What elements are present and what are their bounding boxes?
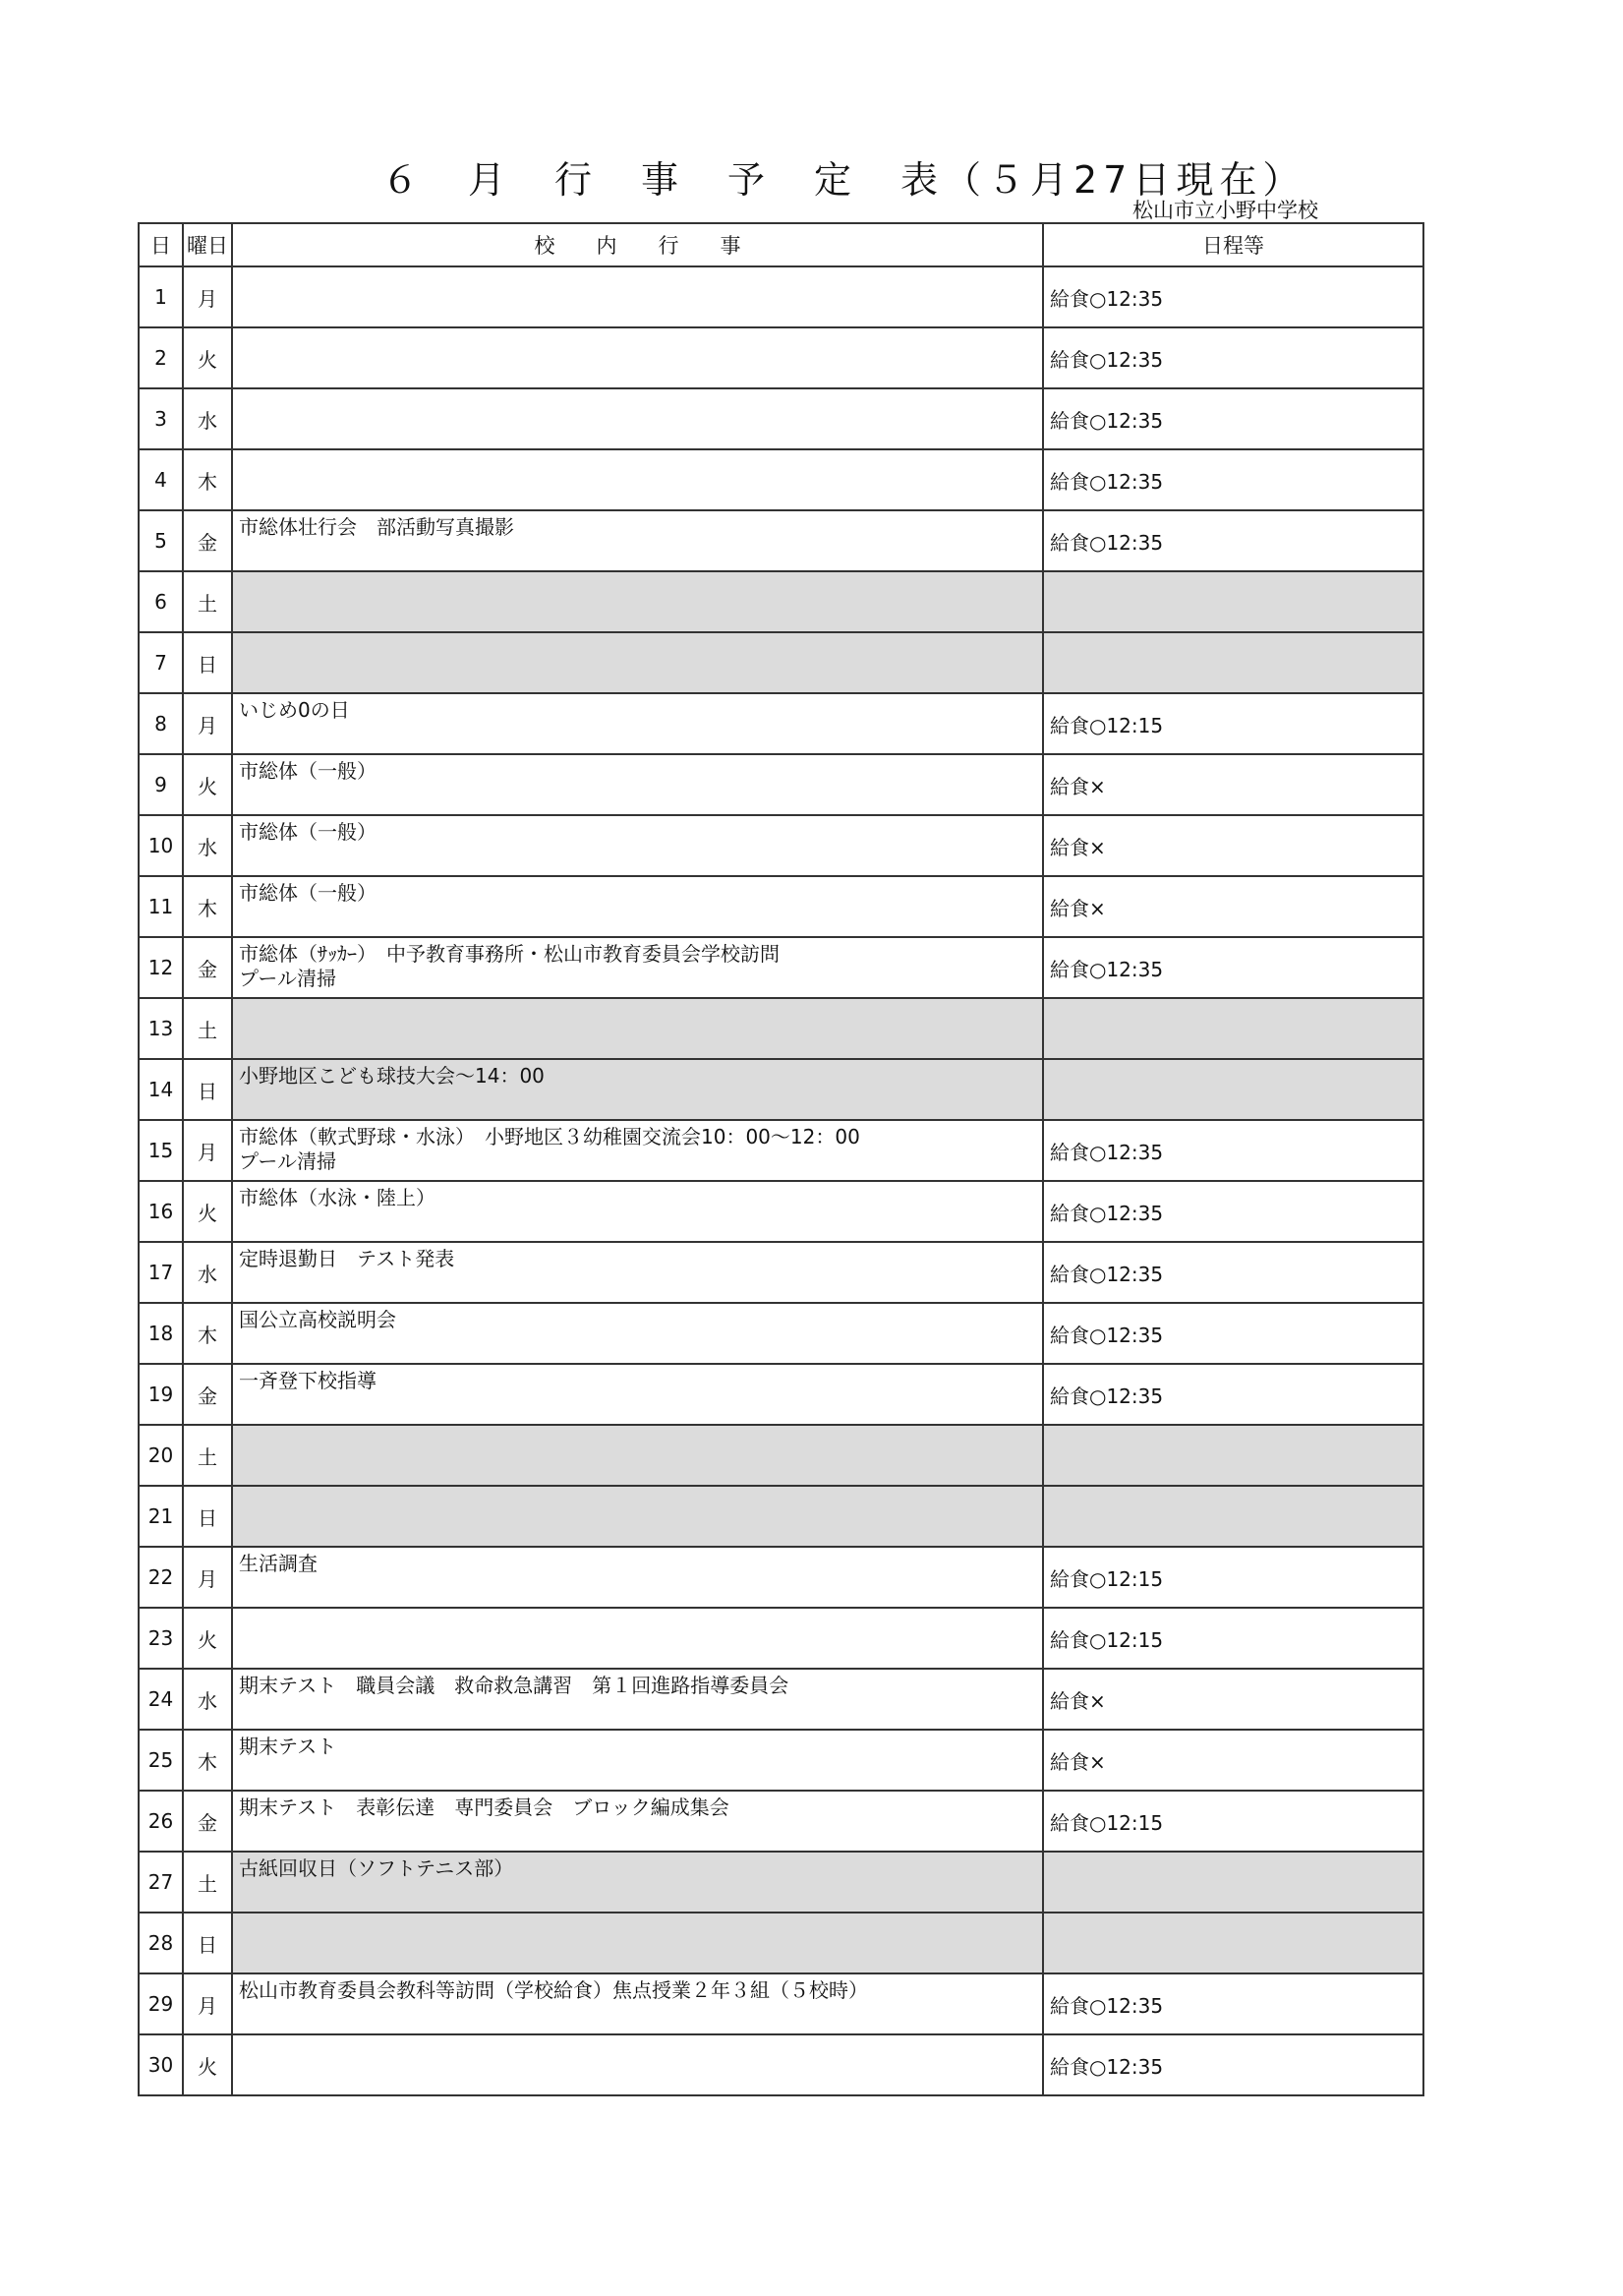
day-cell: 16 — [139, 1181, 183, 1242]
weekday-cell: 水 — [183, 388, 232, 449]
schedule-cell: 給食○12:35 — [1043, 266, 1423, 327]
schedule-cell: 給食○12:15 — [1043, 1547, 1423, 1608]
day-cell: 26 — [139, 1791, 183, 1852]
events-cell — [232, 327, 1043, 388]
schedule-cell: 給食○12:35 — [1043, 937, 1423, 998]
day-cell: 14 — [139, 1059, 183, 1120]
school-name: 松山市立小野中学校 — [1132, 199, 1318, 222]
table-row — [139, 1364, 1423, 1425]
day-cell: 3 — [139, 388, 183, 449]
weekday-cell: 水 — [183, 1669, 232, 1730]
day-cell: 8 — [139, 693, 183, 754]
day-cell: 15 — [139, 1120, 183, 1181]
day-cell: 7 — [139, 632, 183, 693]
table-row — [139, 876, 1423, 937]
table-row — [139, 1486, 1423, 1547]
events-cell — [232, 1364, 1043, 1425]
events-cell — [232, 1059, 1043, 1120]
table-row — [139, 1730, 1423, 1791]
schedule-cell: 給食× — [1043, 876, 1423, 937]
day-cell: 24 — [139, 1669, 183, 1730]
events-cell — [232, 1303, 1043, 1364]
day-cell: 11 — [139, 876, 183, 937]
table-row — [139, 449, 1423, 510]
schedule-cell: 給食○12:35 — [1043, 1973, 1423, 2034]
table-row — [139, 266, 1423, 327]
weekday-cell: 木 — [183, 449, 232, 510]
event-line: 市総体（一般） — [239, 759, 377, 783]
day-cell: 29 — [139, 1973, 183, 2034]
table-row — [139, 2034, 1423, 2095]
schedule-cell: 給食○12:35 — [1043, 1181, 1423, 1242]
table-row — [139, 1303, 1423, 1364]
event-line: 市総体（軟式野球・水泳） 小野地区３幼稚園交流会10：00～12：00 — [239, 1125, 860, 1148]
table-row — [139, 754, 1423, 815]
event-line: いじめ0の日 — [239, 698, 350, 722]
events-cell — [232, 1608, 1043, 1669]
weekday-cell: 金 — [183, 937, 232, 998]
events-cell — [232, 693, 1043, 754]
events-cell — [232, 1852, 1043, 1913]
table-row — [139, 510, 1423, 571]
table-row — [139, 1242, 1423, 1303]
day-cell: 20 — [139, 1425, 183, 1486]
events-cell — [232, 937, 1043, 998]
day-cell: 2 — [139, 327, 183, 388]
weekday-cell: 木 — [183, 876, 232, 937]
day-cell: 23 — [139, 1608, 183, 1669]
table-row — [139, 937, 1423, 998]
schedule-cell: 給食× — [1043, 1730, 1423, 1791]
day-cell: 10 — [139, 815, 183, 876]
day-cell: 9 — [139, 754, 183, 815]
schedule-cell — [1043, 1059, 1423, 1120]
schedule-cell: 給食○12:35 — [1043, 388, 1423, 449]
events-cell — [232, 1730, 1043, 1791]
schedule-cell: 給食× — [1043, 1669, 1423, 1730]
events-cell — [232, 998, 1043, 1059]
events-cell — [232, 510, 1043, 571]
weekday-cell: 土 — [183, 1425, 232, 1486]
weekday-cell: 火 — [183, 2034, 232, 2095]
events-cell — [232, 1791, 1043, 1852]
weekday-cell: 水 — [183, 815, 232, 876]
table-row — [139, 1913, 1423, 1973]
day-cell: 6 — [139, 571, 183, 632]
event-line: 一斉登下校指導 — [239, 1369, 377, 1392]
header-day: 日 — [139, 223, 183, 266]
table-row — [139, 632, 1423, 693]
table-row — [139, 1608, 1423, 1669]
schedule-cell: 給食○12:35 — [1043, 510, 1423, 571]
weekday-cell: 金 — [183, 1791, 232, 1852]
table-row — [139, 1547, 1423, 1608]
weekday-cell: 日 — [183, 1913, 232, 1973]
event-schedule-table — [138, 222, 1424, 2096]
events-cell — [232, 1181, 1043, 1242]
events-cell — [232, 754, 1043, 815]
day-cell: 22 — [139, 1547, 183, 1608]
table-row — [139, 693, 1423, 754]
schedule-cell: 給食× — [1043, 815, 1423, 876]
schedule-cell: 給食○12:35 — [1043, 2034, 1423, 2095]
schedule-cell: 給食○12:15 — [1043, 1608, 1423, 1669]
events-cell — [232, 1486, 1043, 1547]
day-cell: 25 — [139, 1730, 183, 1791]
events-cell — [232, 388, 1043, 449]
schedule-cell — [1043, 1486, 1423, 1547]
weekday-cell: 木 — [183, 1303, 232, 1364]
schedule-cell: 給食○12:15 — [1043, 1791, 1423, 1852]
schedule-cell — [1043, 632, 1423, 693]
schedule-cell: 給食○12:35 — [1043, 1303, 1423, 1364]
day-cell: 21 — [139, 1486, 183, 1547]
weekday-cell: 日 — [183, 1059, 232, 1120]
events-cell — [232, 2034, 1043, 2095]
day-cell: 13 — [139, 998, 183, 1059]
weekday-cell: 月 — [183, 1973, 232, 2034]
table-row — [139, 1059, 1423, 1120]
header-schedule: 日程等 — [1043, 223, 1423, 266]
weekday-cell: 水 — [183, 1242, 232, 1303]
day-cell: 19 — [139, 1364, 183, 1425]
table-row — [139, 1791, 1423, 1852]
events-cell — [232, 876, 1043, 937]
weekday-cell: 金 — [183, 510, 232, 571]
table-row — [139, 1852, 1423, 1913]
schedule-cell — [1043, 1425, 1423, 1486]
table-row — [139, 388, 1423, 449]
events-cell — [232, 571, 1043, 632]
table-row — [139, 998, 1423, 1059]
event-line: 市総体（水泳・陸上） — [239, 1186, 435, 1209]
table-row — [139, 327, 1423, 388]
day-cell: 5 — [139, 510, 183, 571]
weekday-cell: 日 — [183, 1486, 232, 1547]
day-cell: 12 — [139, 937, 183, 998]
weekday-cell: 火 — [183, 754, 232, 815]
event-line: 期末テスト — [239, 1735, 337, 1758]
event-line: 古紙回収日（ソフトテニス部） — [239, 1856, 514, 1880]
weekday-cell: 土 — [183, 1852, 232, 1913]
header-events: 校 内 行 事 — [232, 223, 1043, 266]
weekday-cell: 月 — [183, 1120, 232, 1181]
weekday-cell: 月 — [183, 1547, 232, 1608]
schedule-cell: 給食○12:35 — [1043, 449, 1423, 510]
events-cell — [232, 1973, 1043, 2034]
schedule-cell: 給食○12:35 — [1043, 1120, 1423, 1181]
table-row — [139, 571, 1423, 632]
day-cell: 17 — [139, 1242, 183, 1303]
table-row — [139, 1973, 1423, 2034]
weekday-cell: 土 — [183, 571, 232, 632]
events-cell — [232, 632, 1043, 693]
table-header-row — [139, 223, 1423, 266]
schedule-cell: 給食○12:35 — [1043, 1242, 1423, 1303]
weekday-cell: 月 — [183, 266, 232, 327]
weekday-cell: 木 — [183, 1730, 232, 1791]
table-row — [139, 1181, 1423, 1242]
events-cell — [232, 1669, 1043, 1730]
day-cell: 4 — [139, 449, 183, 510]
event-line: 市総体（一般） — [239, 820, 377, 844]
events-cell — [232, 449, 1043, 510]
event-line: プール清掃 — [239, 1149, 336, 1173]
day-cell: 1 — [139, 266, 183, 327]
weekday-cell: 月 — [183, 693, 232, 754]
day-cell: 27 — [139, 1852, 183, 1913]
event-line: 市総体（一般） — [239, 881, 377, 905]
events-cell — [232, 1242, 1043, 1303]
day-cell: 30 — [139, 2034, 183, 2095]
event-line: 市総体壮行会 部活動写真撮影 — [239, 515, 514, 539]
event-line: 市総体（ｻｯｶｰ） 中予教育事務所・松山市教育委員会学校訪問 — [239, 942, 780, 966]
weekday-cell: 火 — [183, 327, 232, 388]
weekday-cell: 土 — [183, 998, 232, 1059]
page-title: ６ 月 行 事 予 定 表（５月27日現在） — [381, 158, 1306, 202]
event-line: 定時退勤日 テスト発表 — [239, 1247, 455, 1270]
events-cell — [232, 1120, 1043, 1181]
schedule-cell — [1043, 1852, 1423, 1913]
events-cell — [232, 1913, 1043, 1973]
schedule-cell — [1043, 571, 1423, 632]
events-cell — [232, 1547, 1043, 1608]
table-row — [139, 1120, 1423, 1181]
schedule-cell: 給食○12:35 — [1043, 327, 1423, 388]
event-line: 松山市教育委員会教科等訪問（学校給食）焦点授業２年３組（５校時） — [239, 1978, 868, 2002]
events-cell — [232, 266, 1043, 327]
table-row — [139, 1425, 1423, 1486]
schedule-cell — [1043, 998, 1423, 1059]
day-cell: 18 — [139, 1303, 183, 1364]
weekday-cell: 日 — [183, 632, 232, 693]
weekday-cell: 火 — [183, 1608, 232, 1669]
schedule-cell: 給食× — [1043, 754, 1423, 815]
event-line: 生活調査 — [239, 1552, 318, 1575]
events-cell — [232, 815, 1043, 876]
events-cell — [232, 1425, 1043, 1486]
weekday-cell: 火 — [183, 1181, 232, 1242]
table-row — [139, 1669, 1423, 1730]
weekday-cell: 金 — [183, 1364, 232, 1425]
header-weekday: 曜日 — [183, 223, 232, 266]
table-row — [139, 815, 1423, 876]
event-line: 期末テスト 表彰伝達 専門委員会 ブロック編成集会 — [239, 1796, 729, 1819]
schedule-cell: 給食○12:35 — [1043, 1364, 1423, 1425]
event-line: 期末テスト 職員会議 救命救急講習 第１回進路指導委員会 — [239, 1674, 789, 1697]
schedule-cell: 給食○12:15 — [1043, 693, 1423, 754]
day-cell: 28 — [139, 1913, 183, 1973]
event-line: 国公立高校説明会 — [239, 1308, 396, 1331]
event-line: 小野地区こども球技大会～14：00 — [239, 1064, 545, 1088]
event-line: プール清掃 — [239, 967, 336, 990]
schedule-cell — [1043, 1913, 1423, 1973]
